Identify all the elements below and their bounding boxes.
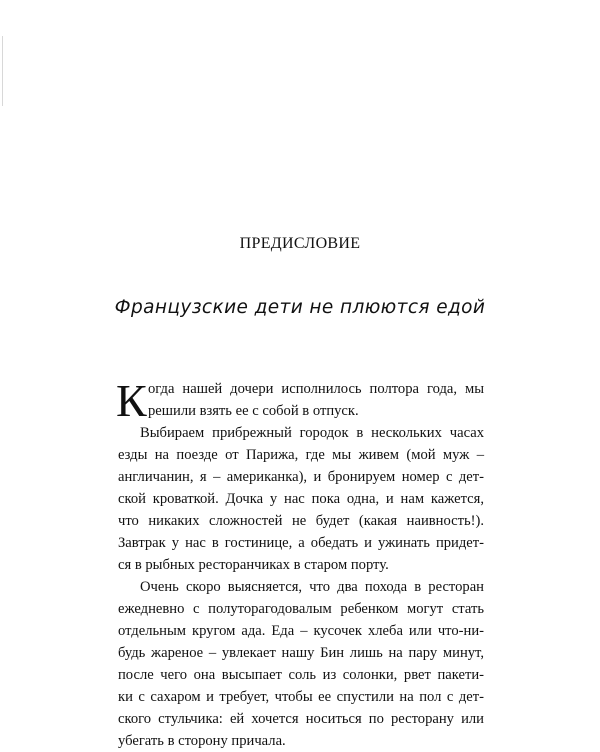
text-line: отдельным кругом ада. Еда – кусочек хлеба или что-ни-: [118, 623, 484, 639]
text-line: решили взять ее с собой в отпуск.: [148, 403, 359, 419]
text-line: убегать в сторону причала.: [118, 733, 286, 749]
drop-cap: К: [116, 375, 147, 426]
text-line: ки с сахаром и требует, чтобы ее спустили на пол с дет-: [118, 689, 484, 705]
text-line: езды на поезде от Парижа, где мы живем (мой муж –: [118, 447, 484, 463]
chapter-heading: ПРЕДИСЛОВИЕ: [239, 235, 361, 252]
text-line: ся в рыбных ресторанчиках в старом порту.: [118, 557, 389, 573]
text-line: огда нашей дочери исполнилось полтора года, мы: [148, 381, 484, 397]
text-line: ского стульчика: ей хочется носиться по ресторану или: [118, 711, 484, 727]
text-line: будь жареное – увлекает нашу Бин лишь на пару минут,: [118, 645, 484, 661]
text-line: англичанин, я – американка), и бронируем номер с дет-: [118, 469, 484, 485]
text-line: после чего она высыпает соль из солонки, рвет пакети-: [118, 667, 484, 683]
text-line: Завтрак у нас в гостинице, а обедать и ужинать придет-: [118, 535, 484, 551]
text-line: Выбираем прибрежный городок в нескольких часах: [140, 425, 484, 441]
scan-edge-mark: [2, 36, 3, 106]
text-line: ской кроваткой. Дочка у нас пока одна, и нам кажется,: [118, 491, 484, 507]
text-line: ежедневно с полуторагодовалым ребенком могут стать: [118, 601, 484, 617]
chapter-title: Французские дети не плюются едой: [114, 297, 486, 318]
text-line: что никаких сложностей не будет (какая наивность!).: [118, 513, 484, 529]
body-text: [116, 375, 484, 752]
text-line: Очень скоро выясняется, что два похода в ресторан: [140, 579, 484, 595]
